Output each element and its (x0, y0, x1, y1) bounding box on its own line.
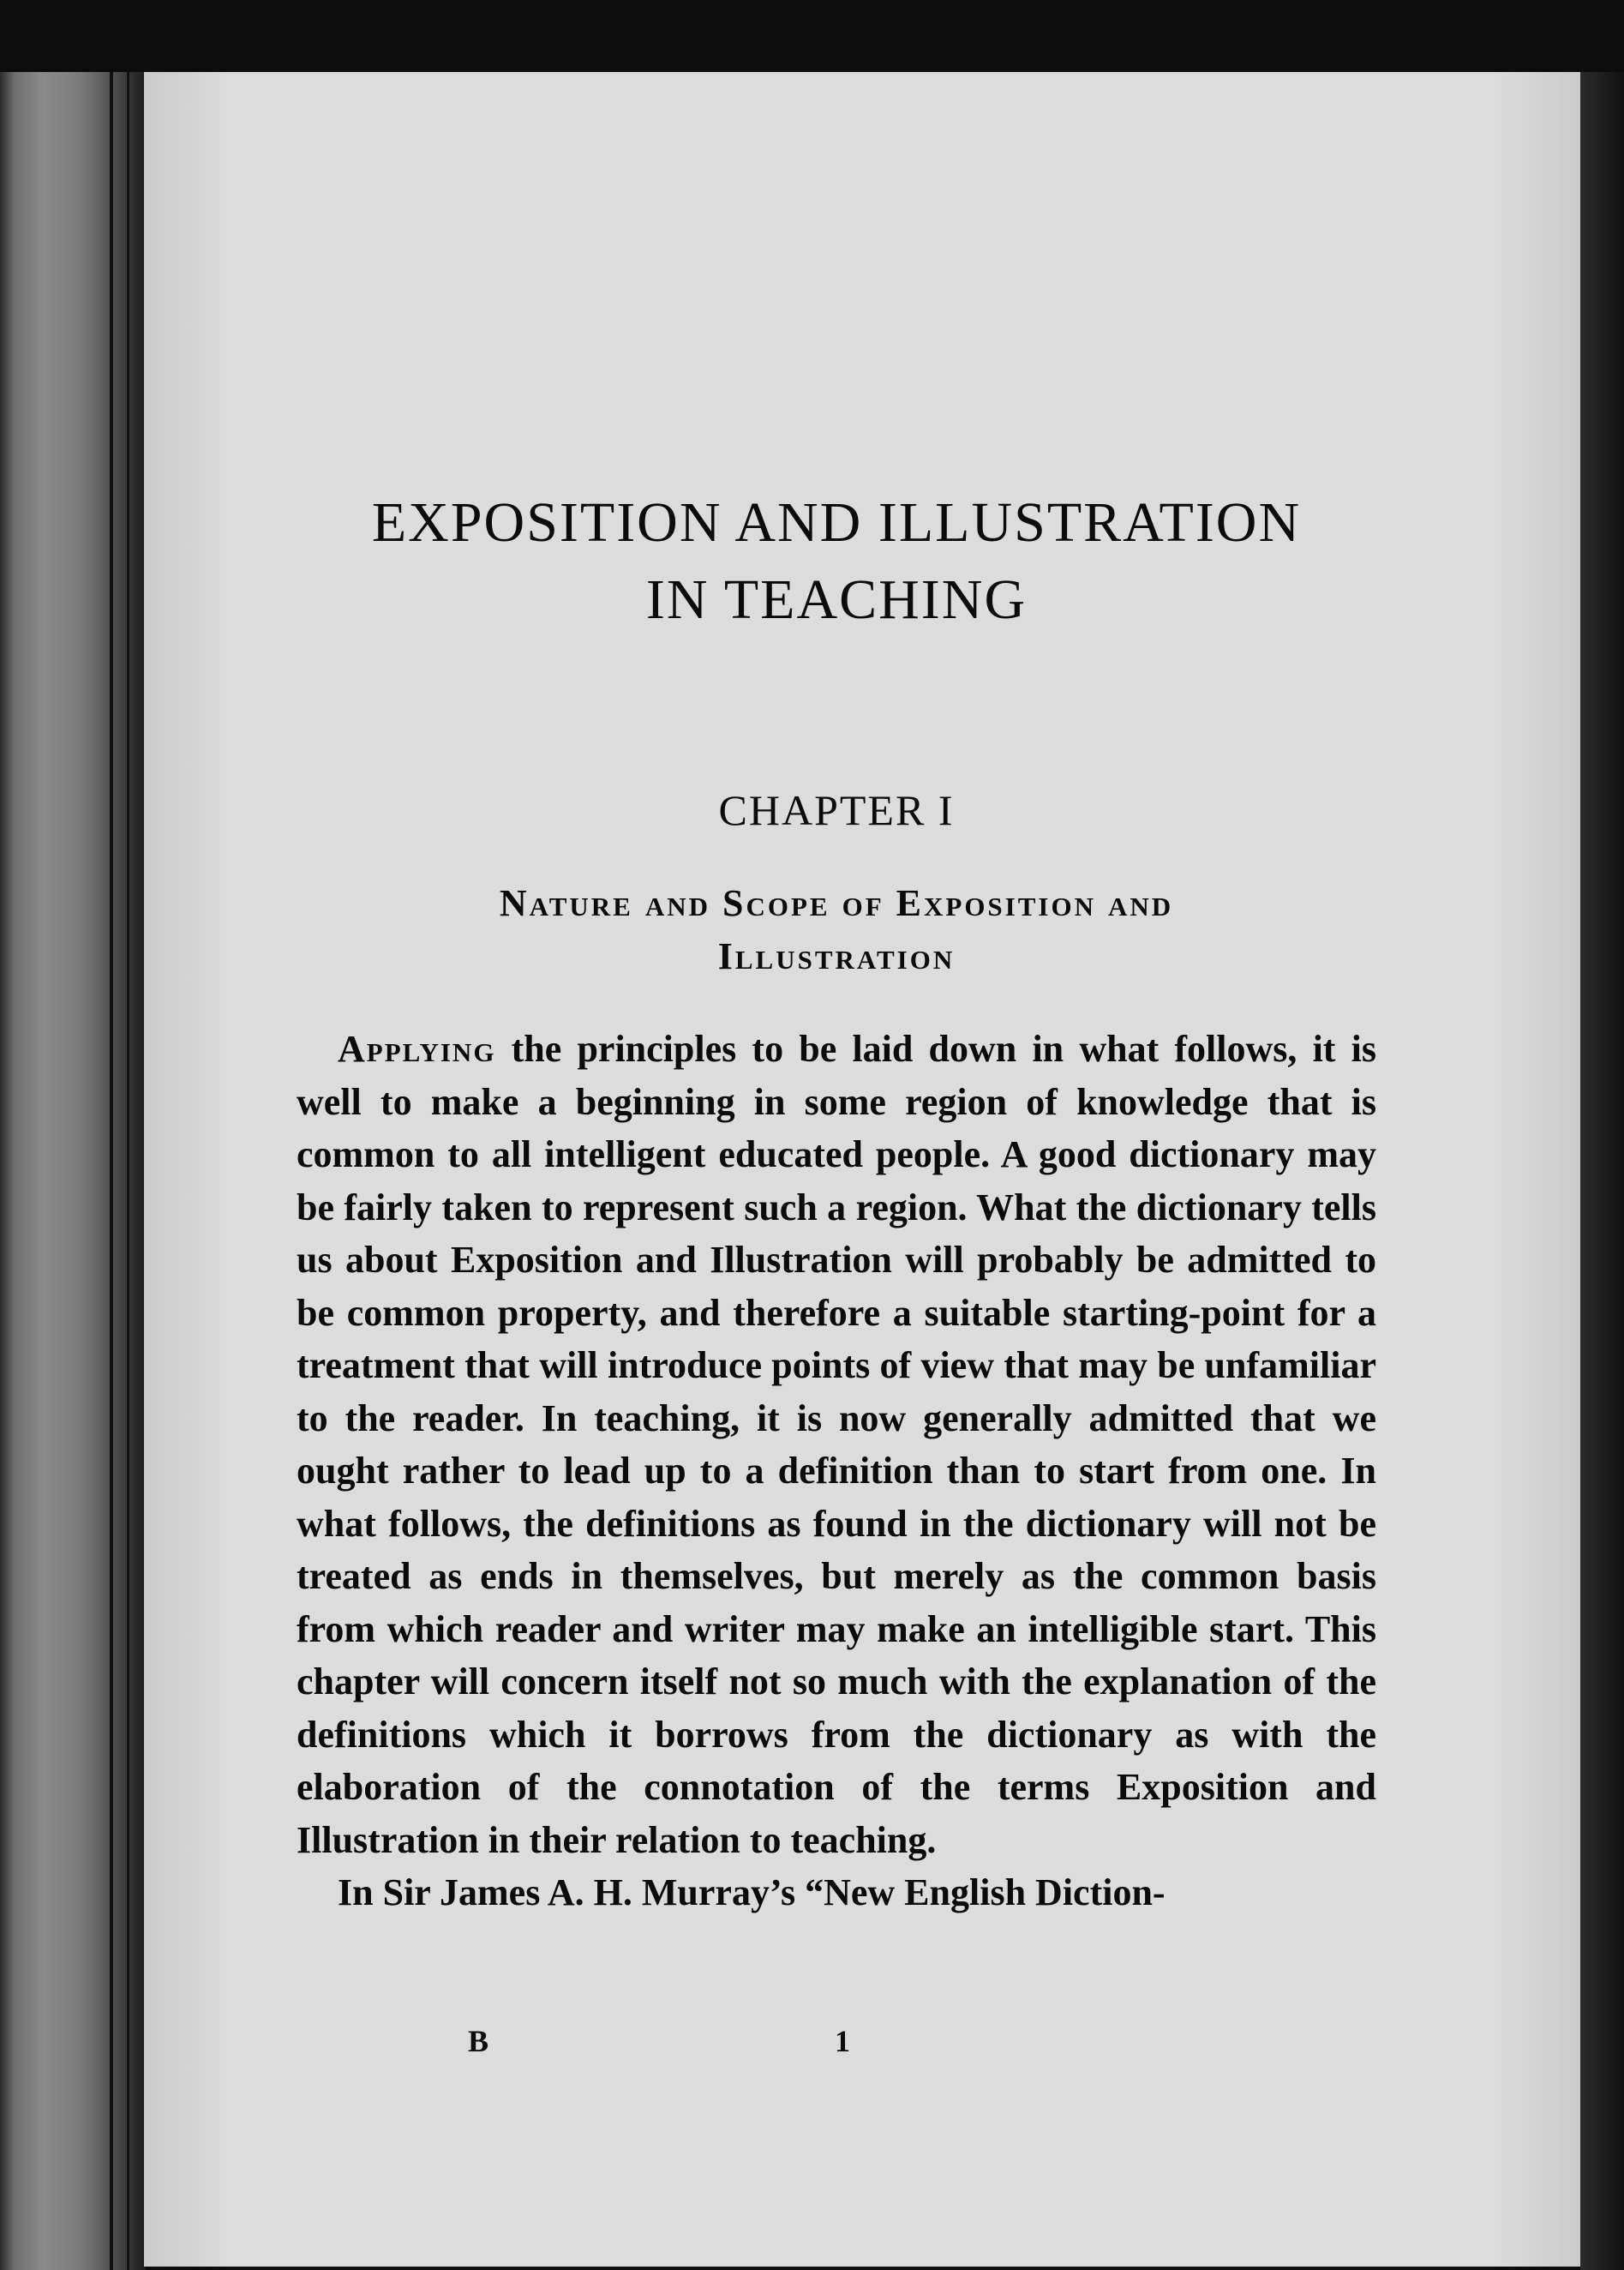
gutter-line (110, 72, 113, 2270)
paragraph-1 (297, 1023, 1376, 1866)
signature-mark: B (468, 2024, 489, 2058)
book-title-line1: EXPOSITION AND ILLUSTRATION (371, 491, 1302, 554)
lead-word: Applying (338, 1028, 496, 1070)
paragraph-2: In Sir James A. H. Murray’s “New English Diction- (338, 1871, 1166, 1913)
book-title (297, 484, 1376, 639)
page-text (297, 484, 1376, 1919)
page-footer (297, 2023, 1376, 2075)
gutter-line (127, 72, 129, 2270)
chapter-title (297, 877, 1376, 983)
page-right-edge (1580, 72, 1624, 2270)
book-spine (0, 72, 146, 2270)
book-title-line2: IN TEACHING (645, 568, 1028, 631)
chapter-heading: CHAPTER I (718, 786, 955, 834)
page-number: 1 (835, 2024, 850, 2058)
chapter-title-line2: Illustration (717, 935, 956, 977)
paragraph-1-text: the principles to be laid down in what follows, it is well to make a beginning in some region of knowledge that is common to all intelligent educated people. A good dictionary may be fairly taken to represent such a region. What the dictionary tells us about Exposition and Illustration will probably be admitted to be common property, and therefore a suitable starting-point for a treatment that will introduce points of view that may be unfamiliar to the reader. In teaching, it is now generally admitted that we ought rather to lead up to a definition than to start from one. In what follows, the definitions as found in the dictionary will not be treated as ends in themselves, but merely as the common basis from which reader and writer may make an intelligible start. This chapter will concern itself not so much with the explanation of the definitions which it borrows from the dictionary as with the elaboration of the connotation of the terms Exposition and Illustration in their relation to teaching. (297, 1028, 1376, 1861)
chapter-title-line1: Nature and Scope of Exposition and (499, 882, 1174, 924)
